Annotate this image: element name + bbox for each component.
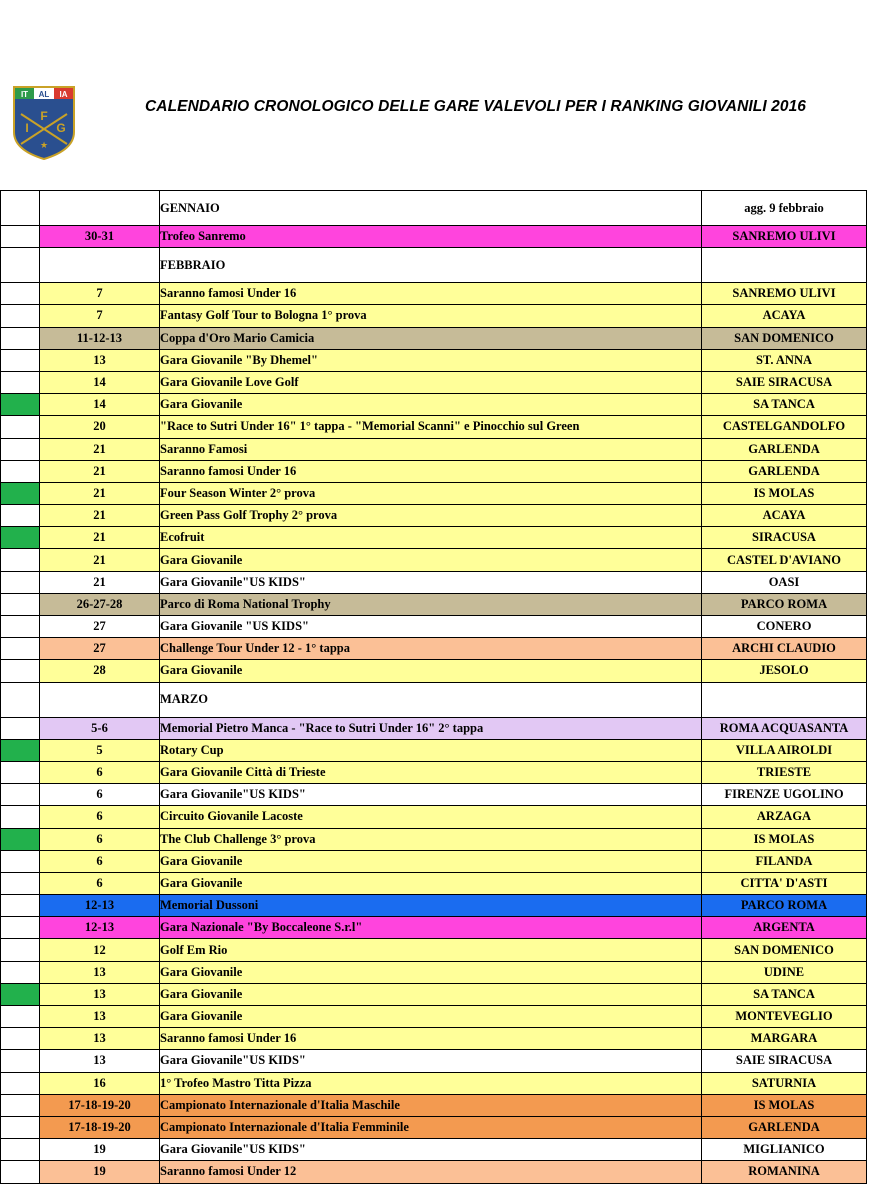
event-name: The Club Challenge 3° prova [160, 828, 702, 850]
row-marker [1, 895, 40, 917]
event-date: 21 [40, 482, 160, 504]
event-date: 13 [40, 1006, 160, 1028]
event-name: Gara Giovanile [160, 394, 702, 416]
calendar-body [1, 191, 867, 1184]
event-row [1, 784, 867, 806]
event-row [1, 828, 867, 850]
event-location: SATURNIA [702, 1072, 867, 1094]
event-name: Trofeo Sanremo [160, 226, 702, 248]
month-header-row [1, 248, 867, 283]
event-name: Gara Giovanile"US KIDS" [160, 1139, 702, 1161]
event-name: Saranno famosi Under 12 [160, 1161, 702, 1183]
row-marker [1, 872, 40, 894]
event-location: FILANDA [702, 850, 867, 872]
event-name: Gara Giovanile [160, 850, 702, 872]
event-date: 11-12-13 [40, 327, 160, 349]
event-location: CONERO [702, 616, 867, 638]
svg-text:AL: AL [38, 90, 50, 99]
event-location: SA TANCA [702, 394, 867, 416]
svg-text:★: ★ [39, 140, 49, 150]
date-cell [40, 191, 160, 226]
event-row [1, 349, 867, 371]
event-date: 13 [40, 983, 160, 1005]
event-name: Parco di Roma National Trophy [160, 593, 702, 615]
event-date: 28 [40, 660, 160, 682]
date-cell [40, 248, 160, 283]
event-row [1, 917, 867, 939]
event-name: Gara Giovanile [160, 1006, 702, 1028]
event-name: Saranno Famosi [160, 438, 702, 460]
row-marker [1, 327, 40, 349]
event-row [1, 939, 867, 961]
event-location: SAIE SIRACUSA [702, 1050, 867, 1072]
event-date: 12-13 [40, 917, 160, 939]
row-marker [1, 416, 40, 438]
event-name: Rotary Cup [160, 739, 702, 761]
event-location: MONTEVEGLIO [702, 1006, 867, 1028]
event-name: Gara Giovanile [160, 549, 702, 571]
event-name: Memorial Dussoni [160, 895, 702, 917]
row-marker [1, 226, 40, 248]
event-date: 21 [40, 571, 160, 593]
green-marker [1, 739, 40, 761]
event-row [1, 1050, 867, 1072]
event-location: SANREMO ULIVI [702, 283, 867, 305]
event-name: Gara Giovanile"US KIDS" [160, 784, 702, 806]
row-marker [1, 505, 40, 527]
row-marker [1, 850, 40, 872]
green-marker [1, 394, 40, 416]
row-marker [1, 1006, 40, 1028]
event-date: 17-18-19-20 [40, 1116, 160, 1138]
event-name: Four Season Winter 2° prova [160, 482, 702, 504]
event-location: OASI [702, 571, 867, 593]
event-row [1, 416, 867, 438]
event-date: 7 [40, 305, 160, 327]
event-name: Saranno famosi Under 16 [160, 460, 702, 482]
event-date: 5-6 [40, 717, 160, 739]
event-date: 19 [40, 1161, 160, 1183]
green-marker [1, 527, 40, 549]
event-location: PARCO ROMA [702, 593, 867, 615]
event-row [1, 1139, 867, 1161]
event-date: 21 [40, 460, 160, 482]
event-location: UDINE [702, 961, 867, 983]
row-marker [1, 1161, 40, 1183]
row-marker [1, 349, 40, 371]
event-row [1, 460, 867, 482]
event-location: TRIESTE [702, 761, 867, 783]
green-marker [1, 828, 40, 850]
event-location: ACAYA [702, 305, 867, 327]
event-row [1, 1028, 867, 1050]
event-row [1, 1116, 867, 1138]
event-row [1, 527, 867, 549]
row-marker [1, 616, 40, 638]
row-marker [1, 806, 40, 828]
event-location: FIRENZE UGOLINO [702, 784, 867, 806]
row-marker [1, 248, 40, 283]
event-row [1, 717, 867, 739]
event-location: PARCO ROMA [702, 895, 867, 917]
event-date: 13 [40, 349, 160, 371]
event-location: MARGARA [702, 1028, 867, 1050]
row-marker [1, 939, 40, 961]
event-date: 12 [40, 939, 160, 961]
row-marker [1, 438, 40, 460]
event-row [1, 505, 867, 527]
event-location: CASTELGANDOLFO [702, 416, 867, 438]
calendar-table [0, 190, 867, 1184]
event-row [1, 638, 867, 660]
event-location: IS MOLAS [702, 1094, 867, 1116]
event-date: 14 [40, 394, 160, 416]
event-date: 16 [40, 1072, 160, 1094]
row-marker [1, 638, 40, 660]
event-location: ACAYA [702, 505, 867, 527]
row-marker [1, 1139, 40, 1161]
event-row [1, 482, 867, 504]
event-name: Fantasy Golf Tour to Bologna 1° prova [160, 305, 702, 327]
event-date: 13 [40, 961, 160, 983]
row-marker [1, 1050, 40, 1072]
event-name: Gara Giovanile [160, 961, 702, 983]
event-name: Gara Giovanile [160, 660, 702, 682]
event-location: SAN DOMENICO [702, 327, 867, 349]
event-row [1, 283, 867, 305]
event-row [1, 305, 867, 327]
row-marker [1, 961, 40, 983]
event-row [1, 394, 867, 416]
event-location: ARCHI CLAUDIO [702, 638, 867, 660]
event-date: 6 [40, 828, 160, 850]
event-location: IS MOLAS [702, 828, 867, 850]
event-date: 30-31 [40, 226, 160, 248]
event-location: GARLENDA [702, 438, 867, 460]
event-date: 26-27-28 [40, 593, 160, 615]
event-name: Saranno famosi Under 16 [160, 283, 702, 305]
update-note [702, 248, 867, 283]
event-date: 6 [40, 850, 160, 872]
event-row [1, 438, 867, 460]
event-location: VILLA AIROLDI [702, 739, 867, 761]
event-row [1, 739, 867, 761]
row-marker [1, 682, 40, 717]
event-row [1, 895, 867, 917]
row-marker [1, 549, 40, 571]
event-name: Saranno famosi Under 16 [160, 1028, 702, 1050]
svg-text:IT: IT [20, 90, 29, 99]
event-name: Gara Giovanile [160, 983, 702, 1005]
event-row [1, 371, 867, 393]
row-marker [1, 784, 40, 806]
fig-logo [13, 86, 75, 160]
row-marker [1, 283, 40, 305]
row-marker [1, 660, 40, 682]
event-date: 13 [40, 1028, 160, 1050]
event-row [1, 1094, 867, 1116]
event-name: Gara Giovanile "US KIDS" [160, 616, 702, 638]
event-location: SANREMO ULIVI [702, 226, 867, 248]
row-marker [1, 371, 40, 393]
event-location: IS MOLAS [702, 482, 867, 504]
event-location: JESOLO [702, 660, 867, 682]
event-date: 6 [40, 784, 160, 806]
event-date: 6 [40, 806, 160, 828]
event-date: 21 [40, 438, 160, 460]
event-name: Gara Nazionale "By Boccaleone S.r.l" [160, 917, 702, 939]
month-header-row [1, 682, 867, 717]
event-date: 12-13 [40, 895, 160, 917]
event-row [1, 1006, 867, 1028]
event-location: SIRACUSA [702, 527, 867, 549]
event-name: 1° Trofeo Mastro Titta Pizza [160, 1072, 702, 1094]
svg-text:F: F [40, 109, 48, 123]
event-name: Challenge Tour Under 12 - 1° tappa [160, 638, 702, 660]
event-name: Gara Giovanile Love Golf [160, 371, 702, 393]
event-location: ARGENTA [702, 917, 867, 939]
svg-text:I: I [25, 121, 29, 135]
event-row [1, 226, 867, 248]
event-row [1, 961, 867, 983]
row-marker [1, 460, 40, 482]
event-row [1, 983, 867, 1005]
event-row [1, 593, 867, 615]
green-marker [1, 482, 40, 504]
event-row [1, 872, 867, 894]
event-location: CITTA' D'ASTI [702, 872, 867, 894]
event-name: Memorial Pietro Manca - "Race to Sutri Under 16" 2° tappa [160, 717, 702, 739]
row-marker [1, 761, 40, 783]
update-note: agg. 9 febbraio [702, 191, 867, 226]
event-location: GARLENDA [702, 460, 867, 482]
event-name: Coppa d'Oro Mario Camicia [160, 327, 702, 349]
event-name: Gara Giovanile"US KIDS" [160, 1050, 702, 1072]
event-location: SA TANCA [702, 983, 867, 1005]
event-row [1, 1161, 867, 1183]
event-row [1, 850, 867, 872]
event-location: ST. ANNA [702, 349, 867, 371]
month-name: MARZO [160, 682, 702, 717]
svg-text:IA: IA [59, 90, 68, 99]
row-marker [1, 593, 40, 615]
row-marker [1, 571, 40, 593]
event-date: 14 [40, 371, 160, 393]
update-note [702, 682, 867, 717]
event-name: Ecofruit [160, 527, 702, 549]
event-name: "Race to Sutri Under 16" 1° tappa - "Memorial Scanni" e Pinocchio sul Green [160, 416, 702, 438]
event-row [1, 549, 867, 571]
event-row [1, 571, 867, 593]
event-name: Golf Em Rio [160, 939, 702, 961]
row-marker [1, 1028, 40, 1050]
event-location: CASTEL D'AVIANO [702, 549, 867, 571]
event-location: SAIE SIRACUSA [702, 371, 867, 393]
event-name: Campionato Internazionale d'Italia Maschile [160, 1094, 702, 1116]
event-row [1, 1072, 867, 1094]
event-location: MIGLIANICO [702, 1139, 867, 1161]
event-name: Gara Giovanile "By Dhemel" [160, 349, 702, 371]
event-row [1, 806, 867, 828]
row-marker [1, 1094, 40, 1116]
svg-text:G: G [56, 121, 66, 135]
event-location: ROMANINA [702, 1161, 867, 1183]
event-row [1, 327, 867, 349]
event-name: Circuito Giovanile Lacoste [160, 806, 702, 828]
row-marker [1, 1072, 40, 1094]
event-location: GARLENDA [702, 1116, 867, 1138]
event-row [1, 616, 867, 638]
month-header-row [1, 191, 867, 226]
event-location: ARZAGA [702, 806, 867, 828]
event-location: ROMA ACQUASANTA [702, 717, 867, 739]
row-marker [1, 1116, 40, 1138]
page-title: CALENDARIO CRONOLOGICO DELLE GARE VALEVOLI PER I RANKING GIOVANILI 2016 [145, 98, 807, 115]
row-marker [1, 917, 40, 939]
event-row [1, 660, 867, 682]
event-name: Gara Giovanile"US KIDS" [160, 571, 702, 593]
event-date: 17-18-19-20 [40, 1094, 160, 1116]
event-date: 21 [40, 549, 160, 571]
date-cell [40, 682, 160, 717]
event-date: 13 [40, 1050, 160, 1072]
event-name: Green Pass Golf Trophy 2° prova [160, 505, 702, 527]
row-marker [1, 717, 40, 739]
event-location: SAN DOMENICO [702, 939, 867, 961]
event-date: 6 [40, 761, 160, 783]
event-date: 27 [40, 638, 160, 660]
event-date: 21 [40, 527, 160, 549]
event-date: 6 [40, 872, 160, 894]
month-name: GENNAIO [160, 191, 702, 226]
row-marker [1, 305, 40, 327]
event-name: Campionato Internazionale d'Italia Femminile [160, 1116, 702, 1138]
row-marker [1, 191, 40, 226]
event-date: 21 [40, 505, 160, 527]
event-name: Gara Giovanile Città di Trieste [160, 761, 702, 783]
event-date: 20 [40, 416, 160, 438]
green-marker [1, 983, 40, 1005]
month-name: FEBBRAIO [160, 248, 702, 283]
event-name: Gara Giovanile [160, 872, 702, 894]
event-row [1, 761, 867, 783]
event-date: 7 [40, 283, 160, 305]
event-date: 5 [40, 739, 160, 761]
event-date: 19 [40, 1139, 160, 1161]
event-date: 27 [40, 616, 160, 638]
